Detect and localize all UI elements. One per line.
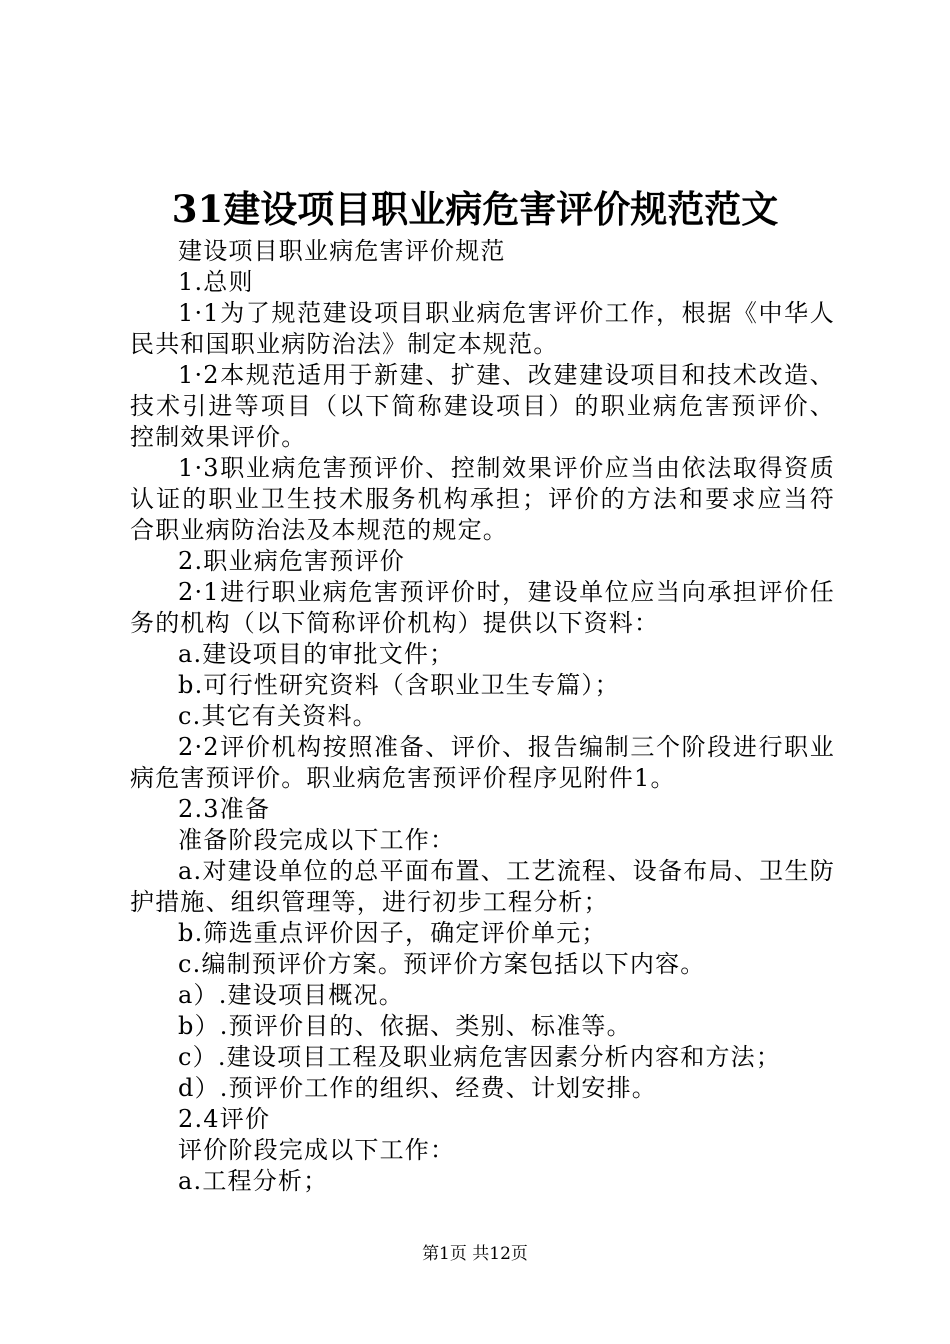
section-heading: 1.总则 — [178, 268, 254, 296]
list-item: b.筛选重点评价因子，确定评价单元； — [178, 919, 607, 947]
list-item: a.建设项目的审批文件； — [178, 640, 455, 668]
paragraph: 准备阶段完成以下工作： — [178, 826, 456, 854]
paragraph: 评价阶段完成以下工作： — [178, 1136, 456, 1164]
document-title: 31建设项目职业病危害评价规范范文 — [171, 187, 779, 231]
section-heading: 2.职业病危害预评价 — [178, 547, 405, 575]
list-item: c.其它有关资料。 — [178, 702, 378, 730]
paragraph: 1·1为了规范建设项目职业病危害评价工作，根据《中华人民共和国职业病防治法》制定本规范。 — [130, 299, 835, 358]
list-item: d）.预评价工作的组织、经费、计划安排。 — [178, 1074, 657, 1102]
list-item: a.工程分析； — [178, 1167, 329, 1195]
section-heading: 2.3准备 — [178, 795, 271, 823]
list-item: a）.建设项目概况。 — [178, 981, 404, 1009]
paragraph: 2·2评价机构按照准备、评价、报告编制三个阶段进行职业病危害预评价。职业病危害预评价程序见附件1。 — [130, 733, 835, 792]
section-heading: 2.4评价 — [178, 1105, 271, 1133]
list-item: b.可行性研究资料（含职业卫生专篇）； — [178, 671, 620, 699]
document-body — [130, 236, 835, 1197]
list-item: a.对建设单位的总平面布置、工艺流程、设备布局、卫生防护措施、组织管理等，进行初步工程分析； — [130, 857, 835, 916]
paragraph: 建设项目职业病危害评价规范 — [178, 237, 506, 265]
paragraph: 1·3职业病危害预评价、控制效果评价应当由依法取得资质认证的职业卫生技术服务机构承担；评价的方法和要求应当符合职业病防治法及本规范的规定。 — [130, 454, 835, 544]
list-item: c.编制预评价方案。预评价方案包括以下内容。 — [178, 950, 706, 978]
list-item: b）.预评价目的、依据、类别、标准等。 — [178, 1012, 632, 1040]
paragraph: 2·1进行职业病危害预评价时，建设单位应当向承担评价任务的机构（以下简称评价机构）提供以下资料： — [130, 578, 835, 637]
list-item: c）.建设项目工程及职业病危害因素分析内容和方法； — [178, 1043, 782, 1071]
page-number: 第1页 共12页 — [422, 1244, 528, 1264]
paragraph: 1·2本规范适用于新建、扩建、改建建设项目和技术改造、技术引进等项目（以下简称建设项目）的职业病危害预评价、控制效果评价。 — [130, 361, 835, 451]
